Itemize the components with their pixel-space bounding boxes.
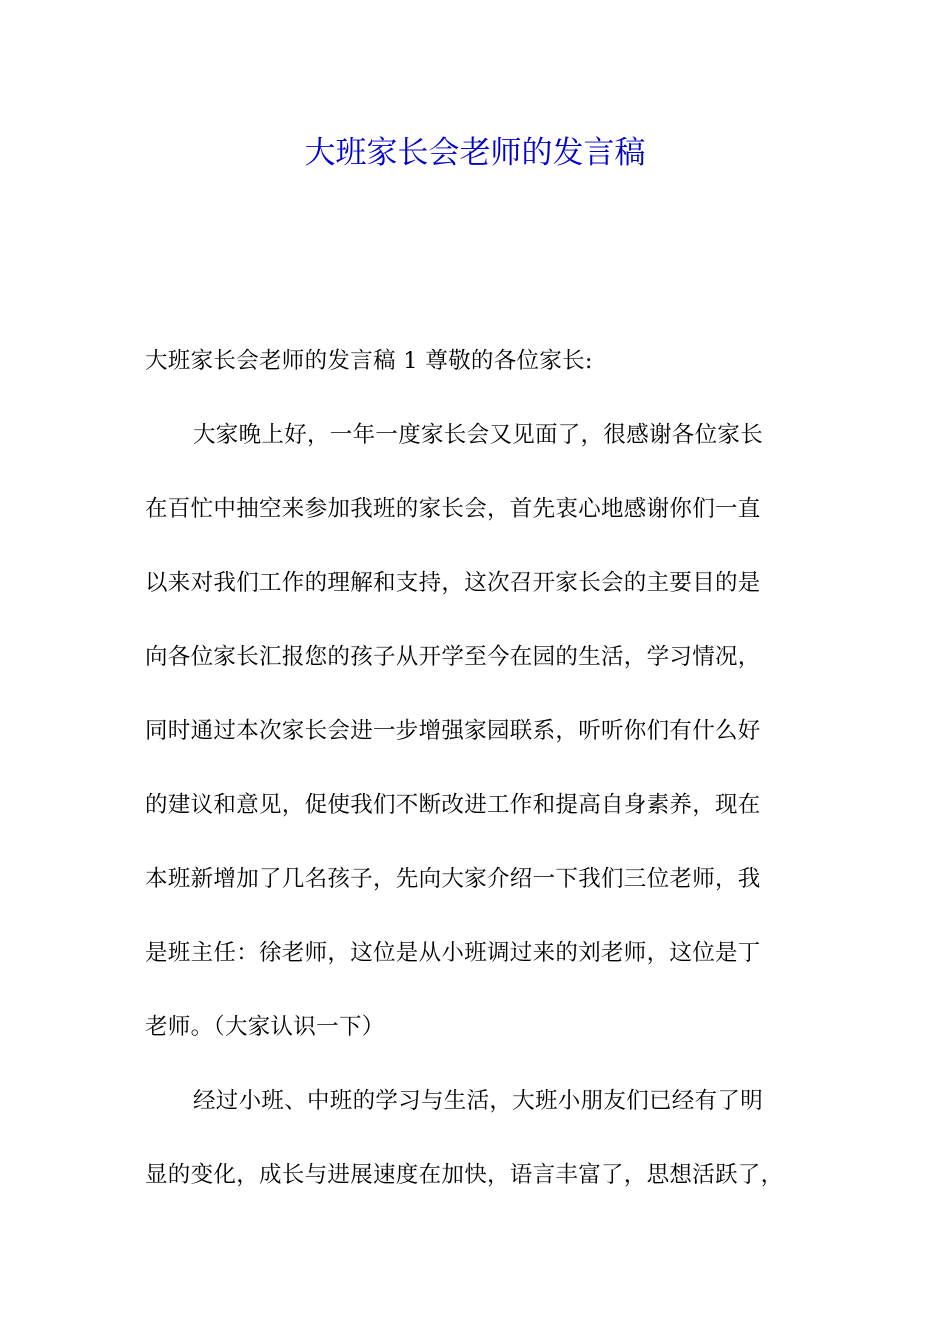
body-line: 显的变化，成长与进展速度在加快，语言丰富了，思想活跃了， (145, 1162, 784, 1188)
body-line: 向各位家长汇报您的孩子从开学至今在园的生活，学习情况， (145, 644, 761, 670)
body-line: 的建议和意见，促使我们不断改进工作和提高自身素养，现在 (145, 792, 761, 818)
body-line: 大家晚上好，一年一度家长会又见面了，很感谢各位家长 (193, 422, 764, 448)
body-line: 本班新增加了几名孩子，先向大家介绍一下我们三位老师，我 (145, 866, 761, 892)
body-line: 是班主任：徐老师，这位是从小班调过来的刘老师，这位是丁 (145, 940, 761, 966)
body-line: 大班家长会老师的发言稿 1 尊敬的各位家长: (145, 348, 593, 374)
body-line: 以来对我们工作的理解和支持，这次召开家长会的主要目的是 (145, 570, 761, 596)
document-title: 大班家长会老师的发言稿 (304, 135, 646, 171)
body-line: 在百忙中抽空来参加我班的家长会，首先衷心地感谢你们一直 (145, 496, 761, 522)
body-line: 老师。（大家认识一下） (145, 1014, 385, 1040)
body-line: 经过小班、中班的学习与生活，大班小朋友们已经有了明 (193, 1088, 764, 1114)
body-line: 同时通过本次家长会进一步增强家园联系，听听你们有什么好 (145, 718, 761, 744)
document-body (145, 338, 810, 1226)
